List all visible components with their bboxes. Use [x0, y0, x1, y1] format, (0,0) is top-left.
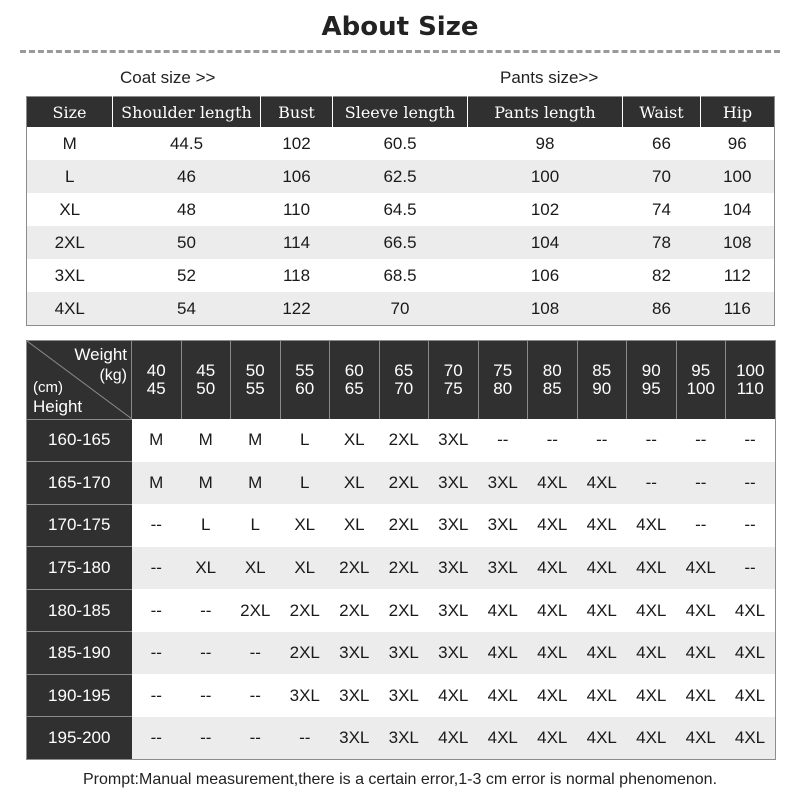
size-table-cell: 48: [177, 199, 196, 219]
recommended-size-cell: --: [726, 462, 776, 505]
weight-range-min: 60: [344, 361, 364, 380]
recommended-size-cell: L: [250, 515, 260, 535]
size-table-row: [27, 292, 775, 326]
size-table-cell: 3XL: [54, 265, 85, 285]
size-table-cell: 66.5: [333, 226, 468, 259]
weight-range-max: 55: [245, 379, 265, 398]
recommended-size-cell: 4XL: [537, 685, 568, 705]
recommended-size-cell: 2XL: [330, 547, 380, 590]
recommended-size-cell: --: [546, 430, 558, 450]
size-table-cell: 110: [282, 199, 311, 219]
size-table-cell: 70: [333, 292, 468, 326]
pants-size-label: Pants size>>: [500, 68, 599, 87]
recommended-size-cell: 4XL: [478, 632, 528, 675]
size-table-cell: 96: [727, 133, 747, 153]
weight-range-header: [132, 341, 182, 420]
size-table-cell: 44.5: [169, 133, 204, 153]
recommended-size-cell: --: [231, 632, 281, 675]
recommended-size-cell: 4XL: [528, 717, 578, 760]
recommended-size-cell: --: [150, 685, 162, 705]
recommended-size-cell: --: [249, 685, 261, 705]
recommended-size-cell: 3XL: [330, 632, 380, 675]
cm-label: (cm): [33, 379, 63, 396]
recommended-size-cell: L: [280, 462, 330, 505]
weight-range-min: 55: [295, 361, 315, 380]
height-range-cell: 195-200: [27, 717, 132, 760]
recommended-size-cell: --: [695, 430, 707, 450]
recommended-size-cell: 3XL: [339, 685, 370, 705]
recommended-size-cell: --: [645, 430, 657, 450]
recommended-size-cell: 4XL: [429, 717, 479, 760]
weight-range-max: 85: [542, 379, 562, 398]
size-table-cell: 116: [701, 292, 775, 326]
fit-table-row: [27, 462, 776, 505]
recommended-size-cell: 4XL: [528, 462, 578, 505]
size-table-cell: 70: [623, 160, 701, 193]
recommended-size-cell: 3XL: [438, 515, 469, 535]
weight-range-min: 50: [245, 361, 265, 380]
size-table-cell: 86: [623, 292, 701, 326]
recommended-size-cell: 4XL: [577, 547, 627, 590]
kg-label: (kg): [99, 367, 127, 384]
measurement-note: Prompt:Manual measurement,there is a certain error,1-3 cm error is normal phenomenon.: [82, 771, 718, 788]
height-range-cell: 170-175: [27, 504, 132, 547]
recommended-size-cell: 4XL: [636, 515, 667, 535]
recommended-size-cell: 4XL: [685, 600, 716, 620]
recommended-size-cell: --: [150, 600, 162, 620]
size-table-cell: 82: [652, 265, 671, 285]
recommended-size-cell: --: [231, 717, 281, 760]
weight-range-header: [330, 341, 380, 420]
weight-range-max: 70: [394, 379, 414, 398]
size-measurement-table: [26, 96, 775, 326]
recommended-size-cell: --: [744, 515, 756, 535]
recommended-size-cell: M: [132, 462, 182, 505]
recommended-size-cell: 4XL: [636, 600, 667, 620]
height-range-cell: 180-185: [27, 589, 132, 632]
size-table-cell: 118: [282, 265, 311, 285]
corner-header: [27, 341, 132, 420]
recommended-size-cell: XL: [181, 547, 231, 590]
recommended-size-cell: 3XL: [379, 632, 429, 675]
size-table-cell: M: [62, 133, 77, 153]
recommended-size-cell: 4XL: [676, 547, 726, 590]
page-title: About Size: [321, 12, 479, 42]
height-range-cell: 185-190: [27, 632, 132, 675]
recommended-size-cell: --: [744, 430, 756, 450]
recommended-size-cell: --: [280, 717, 330, 760]
size-table-cell: 102: [530, 199, 560, 219]
recommended-size-cell: 2XL: [240, 600, 271, 620]
recommended-size-cell: 3XL: [429, 462, 479, 505]
recommended-size-cell: --: [497, 430, 509, 450]
fit-table-row: [27, 547, 776, 590]
recommended-size-cell: XL: [330, 462, 380, 505]
recommended-size-cell: --: [132, 547, 182, 590]
recommended-size-cell: --: [132, 717, 182, 760]
recommended-size-cell: L: [300, 430, 310, 450]
recommended-size-cell: XL: [343, 515, 365, 535]
size-table-cell: 122: [261, 292, 333, 326]
recommended-size-cell: 4XL: [577, 632, 627, 675]
recommended-size-cell: XL: [343, 430, 365, 450]
recommended-size-cell: 3XL: [478, 547, 528, 590]
recommended-size-cell: 4XL: [676, 632, 726, 675]
recommended-size-cell: 4XL: [734, 685, 766, 705]
size-table-cell: 60.5: [383, 133, 417, 153]
title-divider: [20, 50, 780, 53]
weight-range-min: 75: [493, 361, 513, 380]
weight-range-min: 80: [542, 361, 562, 380]
size-table-cell: 102: [282, 133, 311, 153]
size-table-cell: 66: [652, 133, 671, 153]
recommended-size-cell: 2XL: [280, 632, 330, 675]
weight-range-min: 100: [736, 361, 765, 380]
recommended-size-cell: 2XL: [388, 430, 419, 450]
weight-range-max: 95: [641, 379, 661, 398]
weight-range-min: 90: [641, 361, 661, 380]
size-table-cell: 68.5: [383, 265, 417, 285]
fit-table-row: [27, 717, 776, 760]
weight-range-min: 70: [443, 361, 463, 380]
size-table-row: [27, 127, 775, 160]
size-table-cell: 2XL: [27, 226, 113, 259]
recommended-size-cell: 3XL: [289, 685, 320, 705]
recommended-size-cell: M: [231, 462, 281, 505]
recommended-size-cell: 3XL: [429, 632, 479, 675]
recommended-size-cell: XL: [280, 547, 330, 590]
recommended-size-cell: 3XL: [438, 600, 469, 620]
recommended-size-cell: 4XL: [586, 685, 617, 705]
height-range-cell: 175-180: [27, 547, 132, 590]
recommended-size-cell: 4XL: [627, 632, 677, 675]
recommended-size-cell: 4XL: [676, 717, 726, 760]
size-table-header: Pants length: [468, 97, 623, 128]
height-range-cell: 160-165: [27, 419, 132, 462]
recommended-size-cell: --: [181, 717, 231, 760]
recommended-size-cell: 4XL: [586, 600, 617, 620]
recommended-size-cell: 3XL: [379, 717, 429, 760]
size-table-cell: 112: [723, 265, 751, 285]
recommended-size-cell: 4XL: [528, 632, 578, 675]
recommended-size-cell: 4XL: [627, 547, 677, 590]
recommended-size-cell: 4XL: [627, 717, 677, 760]
fit-table-row: [27, 589, 776, 632]
height-range-cell: 190-195: [27, 674, 132, 717]
size-table-cell: L: [27, 160, 113, 193]
size-table-cell: 108: [701, 226, 775, 259]
weight-range-max: 110: [736, 379, 764, 398]
weight-range-max: 60: [295, 379, 315, 398]
coat-size-label: Coat size >>: [120, 68, 216, 87]
recommended-size-cell: --: [132, 632, 182, 675]
recommended-size-cell: --: [596, 430, 608, 450]
size-table-cell: XL: [59, 199, 81, 219]
weight-range-min: 45: [196, 361, 216, 380]
fit-table-row: [27, 504, 776, 547]
recommended-size-cell: 4XL: [537, 600, 568, 620]
size-table-cell: 46: [113, 160, 261, 193]
recommended-size-cell: XL: [231, 547, 281, 590]
recommended-size-cell: 3XL: [388, 685, 419, 705]
weight-range-min: 95: [691, 361, 711, 380]
fit-table-row: [27, 419, 776, 462]
weight-range-max: 100: [686, 379, 715, 398]
fit-table-row: [27, 674, 776, 717]
recommended-size-cell: L: [201, 515, 211, 535]
size-table-cell: 64.5: [383, 199, 417, 219]
recommended-size-cell: --: [695, 515, 707, 535]
recommended-size-cell: M: [181, 462, 231, 505]
size-table-cell: 54: [113, 292, 261, 326]
recommended-size-cell: 4XL: [537, 515, 568, 535]
recommended-size-cell: 4XL: [487, 685, 518, 705]
height-label: Height: [33, 397, 83, 416]
recommended-size-cell: 2XL: [379, 462, 429, 505]
size-table-row: [27, 193, 775, 226]
weight-range-header: [478, 341, 528, 420]
weight-range-max: 65: [344, 379, 364, 398]
recommended-size-cell: 4XL: [528, 547, 578, 590]
size-table-cell: 100: [701, 160, 775, 193]
size-table-cell: 78: [623, 226, 701, 259]
weight-range-min: 40: [146, 361, 166, 380]
recommended-size-cell: 3XL: [429, 547, 479, 590]
weight-range-header: [181, 341, 231, 420]
recommended-size-cell: --: [200, 600, 212, 620]
recommended-size-cell: --: [676, 462, 726, 505]
recommended-size-cell: 4XL: [586, 515, 617, 535]
weight-range-max: 45: [146, 379, 166, 398]
size-table-cell: 114: [261, 226, 333, 259]
weight-range-min: 65: [394, 361, 414, 380]
size-table-cell: 104: [468, 226, 623, 259]
size-table-cell: 108: [468, 292, 623, 326]
fit-table-row: [27, 632, 776, 675]
recommended-size-cell: --: [627, 462, 677, 505]
weight-range-max: 90: [592, 379, 612, 398]
size-table-cell: 106: [261, 160, 333, 193]
size-table-cell: 4XL: [27, 292, 113, 326]
weight-range-header: [577, 341, 627, 420]
recommended-size-cell: 3XL: [487, 515, 518, 535]
weight-range-header: [280, 341, 330, 420]
recommended-size-cell: 3XL: [438, 430, 469, 450]
recommended-size-cell: --: [150, 515, 162, 535]
weight-range-max: 75: [443, 379, 463, 398]
recommended-size-cell: 4XL: [726, 717, 776, 760]
size-table-cell: 52: [177, 265, 196, 285]
size-table-cell: 74: [652, 199, 671, 219]
recommended-size-cell: M: [149, 430, 164, 450]
weight-range-header: [676, 341, 726, 420]
weight-range-max: 80: [493, 379, 513, 398]
recommended-size-cell: 2XL: [339, 600, 370, 620]
recommended-size-cell: 4XL: [577, 717, 627, 760]
size-table-row: [27, 259, 775, 292]
size-table-cell: 104: [723, 199, 752, 219]
weight-range-min: 85: [592, 361, 612, 380]
recommended-size-cell: --: [181, 632, 231, 675]
recommended-size-cell: M: [198, 430, 213, 450]
recommended-size-cell: 4XL: [636, 685, 667, 705]
size-table-header: Hip: [701, 97, 775, 128]
size-table-cell: 106: [530, 265, 560, 285]
recommended-size-cell: 2XL: [379, 547, 429, 590]
recommended-size-cell: M: [248, 430, 263, 450]
size-table-row: [27, 226, 775, 259]
weight-range-header: [429, 341, 479, 420]
recommended-size-cell: --: [726, 547, 776, 590]
recommended-size-cell: 4XL: [438, 685, 469, 705]
size-fit-table: [26, 340, 776, 760]
weight-range-header: [726, 341, 776, 420]
recommended-size-cell: 4XL: [726, 632, 776, 675]
size-table-header: Bust: [261, 97, 333, 128]
size-table-cell: 98: [535, 133, 555, 153]
height-range-cell: 165-170: [27, 462, 132, 505]
size-table-header: Sleeve length: [333, 97, 468, 128]
recommended-size-cell: 2XL: [388, 515, 419, 535]
recommended-size-cell: 4XL: [487, 600, 518, 620]
weight-label: Weight: [74, 345, 127, 364]
recommended-size-cell: 4XL: [685, 685, 716, 705]
size-table-row: [27, 160, 775, 193]
size-table-header: Waist: [623, 97, 701, 128]
size-table-cell: 50: [113, 226, 261, 259]
weight-range-header: [231, 341, 281, 420]
weight-range-header: [528, 341, 578, 420]
recommended-size-cell: 2XL: [289, 600, 320, 620]
recommended-size-cell: XL: [294, 515, 316, 535]
recommended-size-cell: 3XL: [330, 717, 380, 760]
weight-range-max: 50: [196, 379, 216, 398]
recommended-size-cell: --: [200, 685, 212, 705]
recommended-size-cell: 4XL: [734, 600, 766, 620]
recommended-size-cell: 3XL: [478, 462, 528, 505]
recommended-size-cell: 4XL: [478, 717, 528, 760]
weight-range-header: [627, 341, 677, 420]
size-table-header: Shoulder length: [113, 97, 261, 128]
weight-range-header: [379, 341, 429, 420]
size-table-header: Size: [27, 97, 113, 128]
size-table-cell: 100: [468, 160, 623, 193]
recommended-size-cell: 2XL: [388, 600, 419, 620]
size-table-cell: 62.5: [333, 160, 468, 193]
recommended-size-cell: 4XL: [577, 462, 627, 505]
